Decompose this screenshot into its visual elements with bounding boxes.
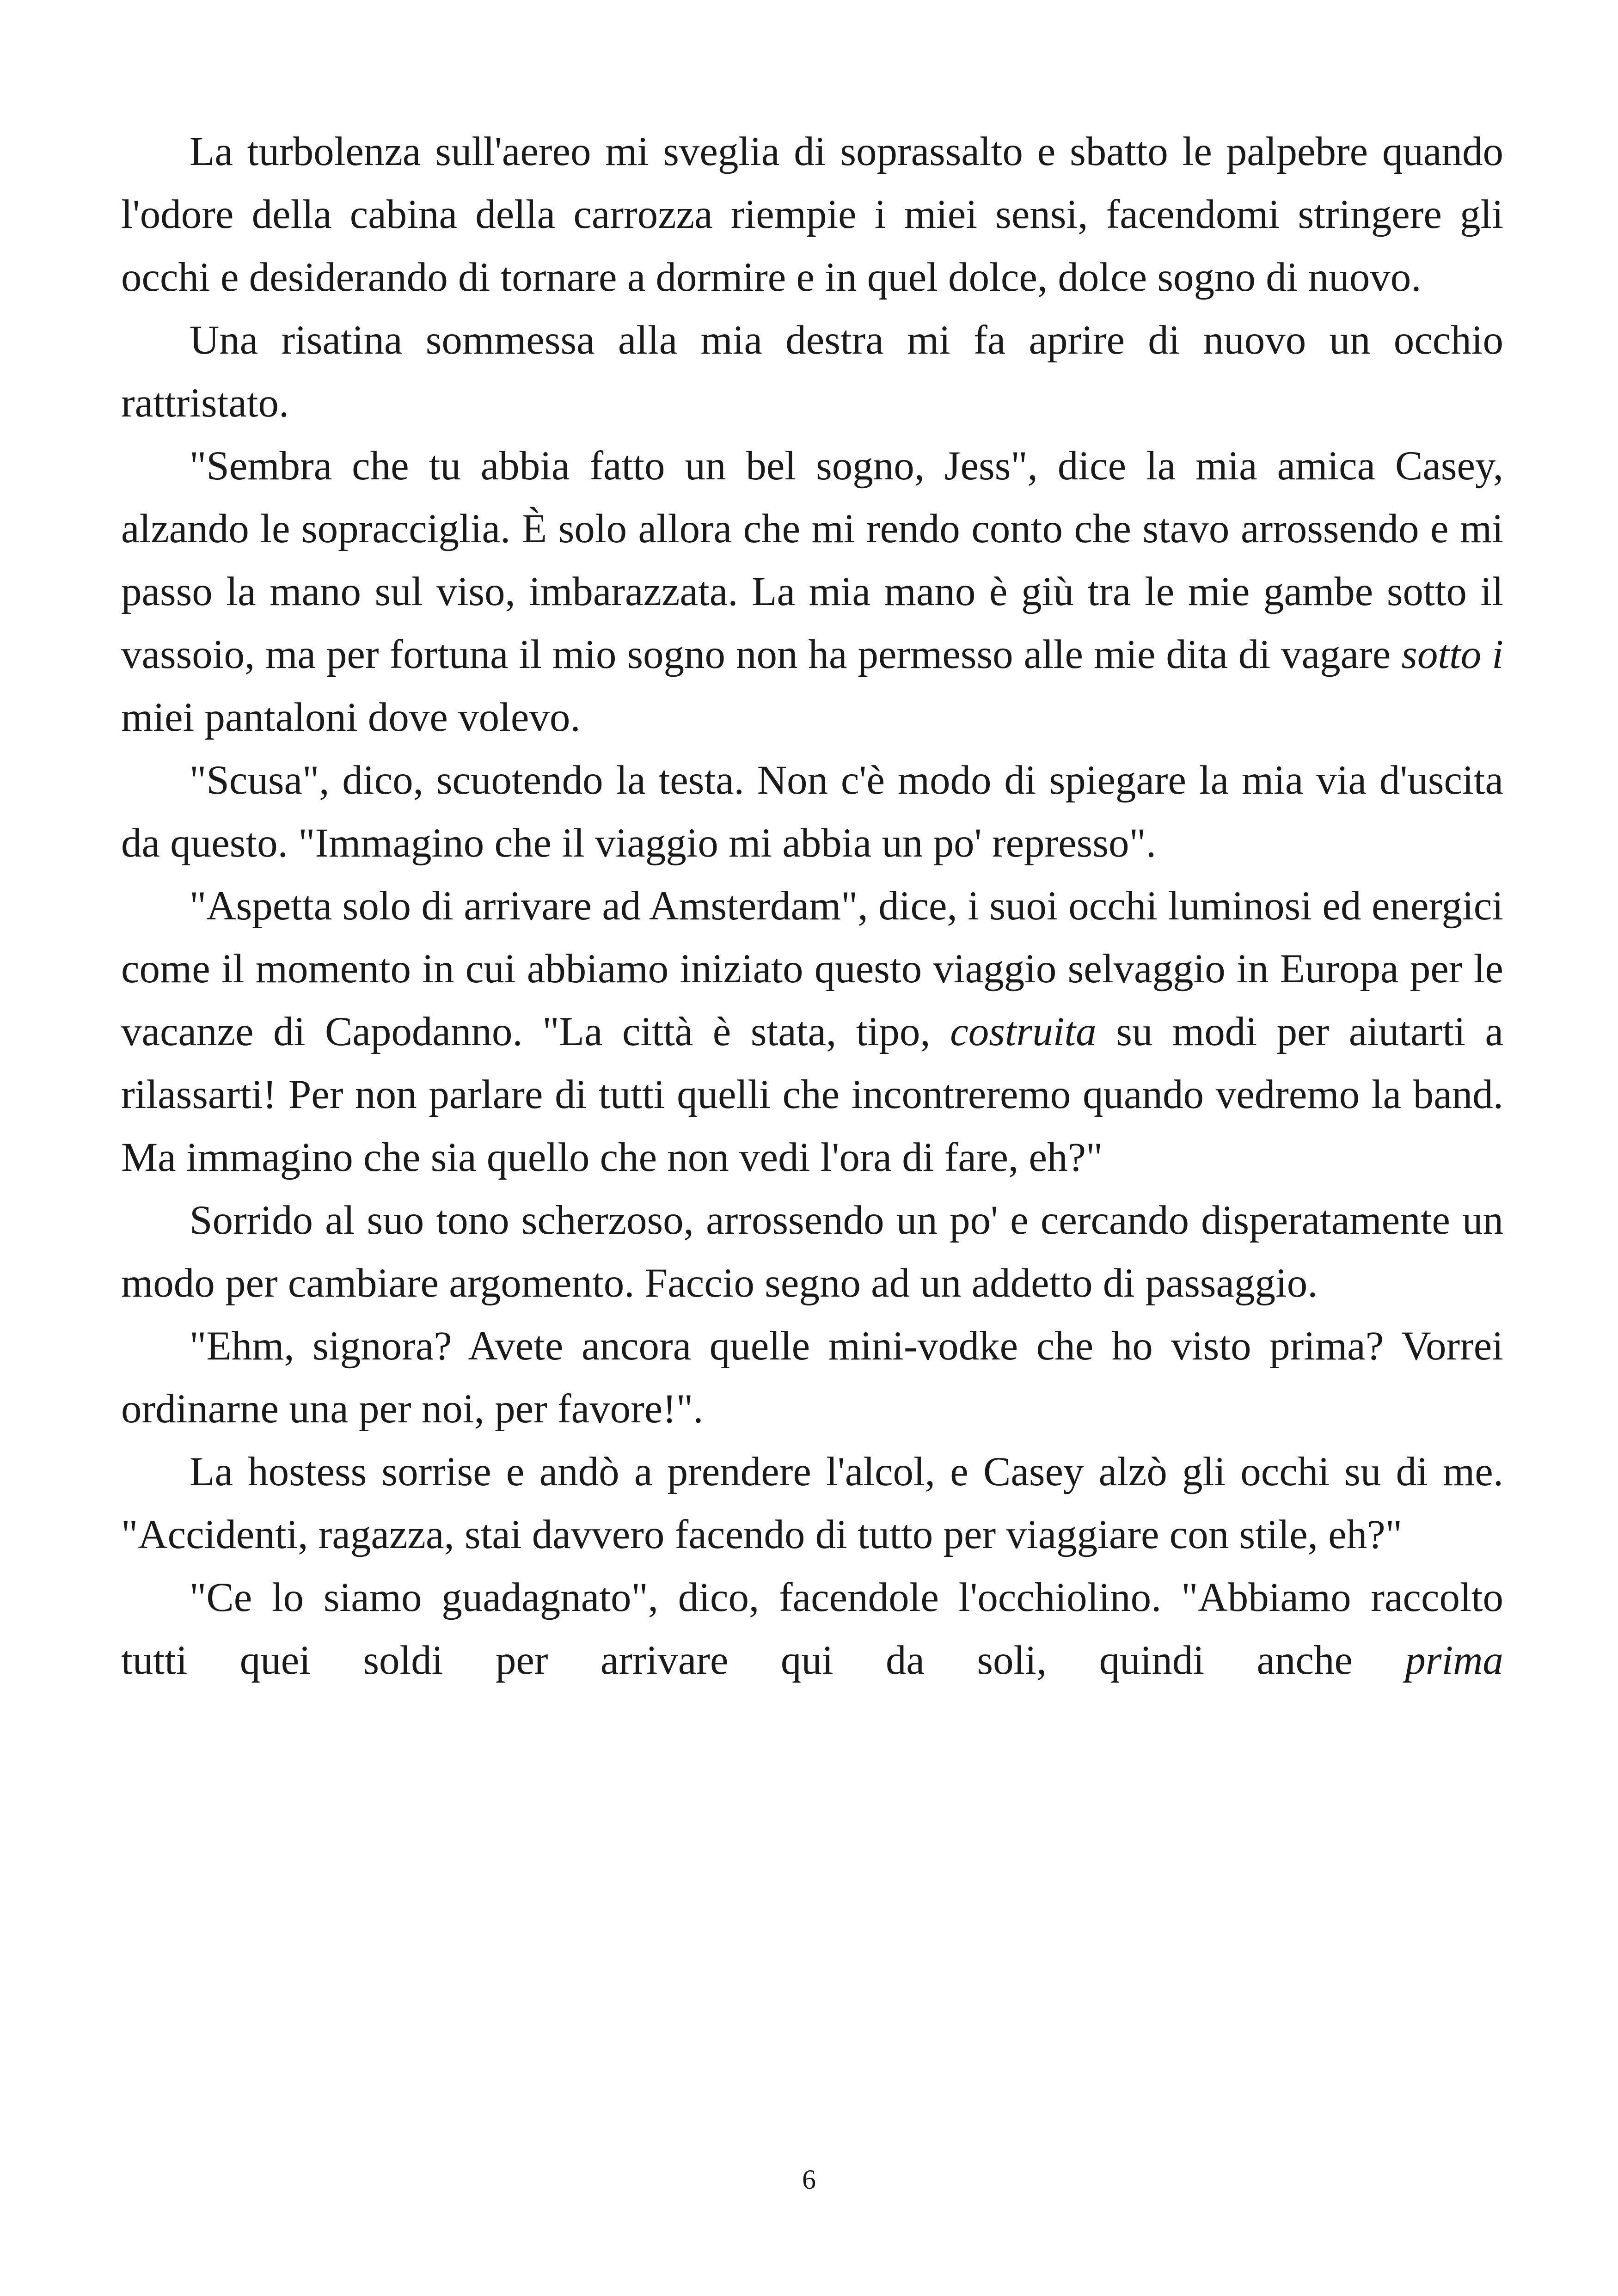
page-number: 6 — [802, 2164, 816, 2195]
italic-text: prima — [1405, 1638, 1503, 1683]
paragraph — [121, 1566, 1503, 1692]
text-run: Sorrido al suo tono scherzoso, arrossendo un po' e cercando disperatamente un modo per cambiare argomento. Faccio segno ad un addetto di passaggio. — [121, 1198, 1503, 1306]
text-run: Una risatina sommessa alla mia destra mi fa aprire di nuovo un occhio rattristato. — [121, 318, 1503, 426]
text-run: "Aspetta solo di arrivare ad Amsterdam", dice, i suoi occhi luminosi ed energici come il momento in cui abbiamo iniziato questo viaggio selvaggio in Europa per le vacanze di Capodanno. "La città è stata, tipo, — [121, 883, 1503, 1054]
text-run: "Scusa", dico, scuotendo la testa. Non c'è modo di spiegare la mia via d'uscita da questo. "Immagino che il viaggio mi abbia un po' represso". — [121, 758, 1503, 866]
text-run: "Ce lo siamo guadagnato", dico, facendole l'occhiolino. "Abbiamo raccolto tutti quei soldi per arrivare qui da soli, quindi anche — [121, 1575, 1503, 1683]
paragraph — [121, 309, 1503, 435]
paragraph — [121, 1189, 1503, 1315]
text-run: "Ehm, signora? Avete ancora quelle mini-vodke che ho visto prima? Vorrei ordinarne una per noi, per favore!". — [121, 1323, 1503, 1432]
paragraph — [121, 1315, 1503, 1440]
text-run: su modi per aiutarti a rilassarti! Per non parlare di tutti quelli che incontreremo quando vedremo la band. Ma immagino che sia quello che non vedi l'ora di fare, eh?" — [121, 1009, 1503, 1180]
italic-text: costruita — [950, 1009, 1097, 1054]
paragraph — [121, 749, 1503, 875]
paragraph — [121, 875, 1503, 1189]
paragraph — [121, 435, 1503, 749]
text-run: La turbolenza sull'aereo mi sveglia di soprassalto e sbatto le palpebre quando l'odore della cabina della carrozza riempie i miei sensi, facendomi stringere gli occhi e desiderando di tornare a dormire e in quel dolce, dolce sogno di nuovo. — [121, 129, 1503, 300]
italic-text: sotto i — [1401, 632, 1503, 677]
page-body — [121, 120, 1503, 1692]
text-run: La hostess sorrise e andò a prendere l'alcol, e Casey alzò gli occhi su di me. "Accidenti, ragazza, stai davvero facendo di tutto per viaggiare con stile, eh?" — [121, 1449, 1503, 1557]
paragraph — [121, 120, 1503, 309]
paragraph — [121, 1440, 1503, 1566]
text-run: miei pantaloni dove volevo. — [121, 695, 581, 740]
text-run: "Sembra che tu abbia fatto un bel sogno, Jess", dice la mia amica Casey, alzando le sopracciglia. È solo allora che mi rendo conto che stavo arrossendo e mi passo la mano sul viso, imbarazzata. La mia mano è giù tra le mie gambe sotto il vassoio, ma per fortuna il mio sogno non ha permesso alle mie dita di vagare — [121, 443, 1503, 677]
